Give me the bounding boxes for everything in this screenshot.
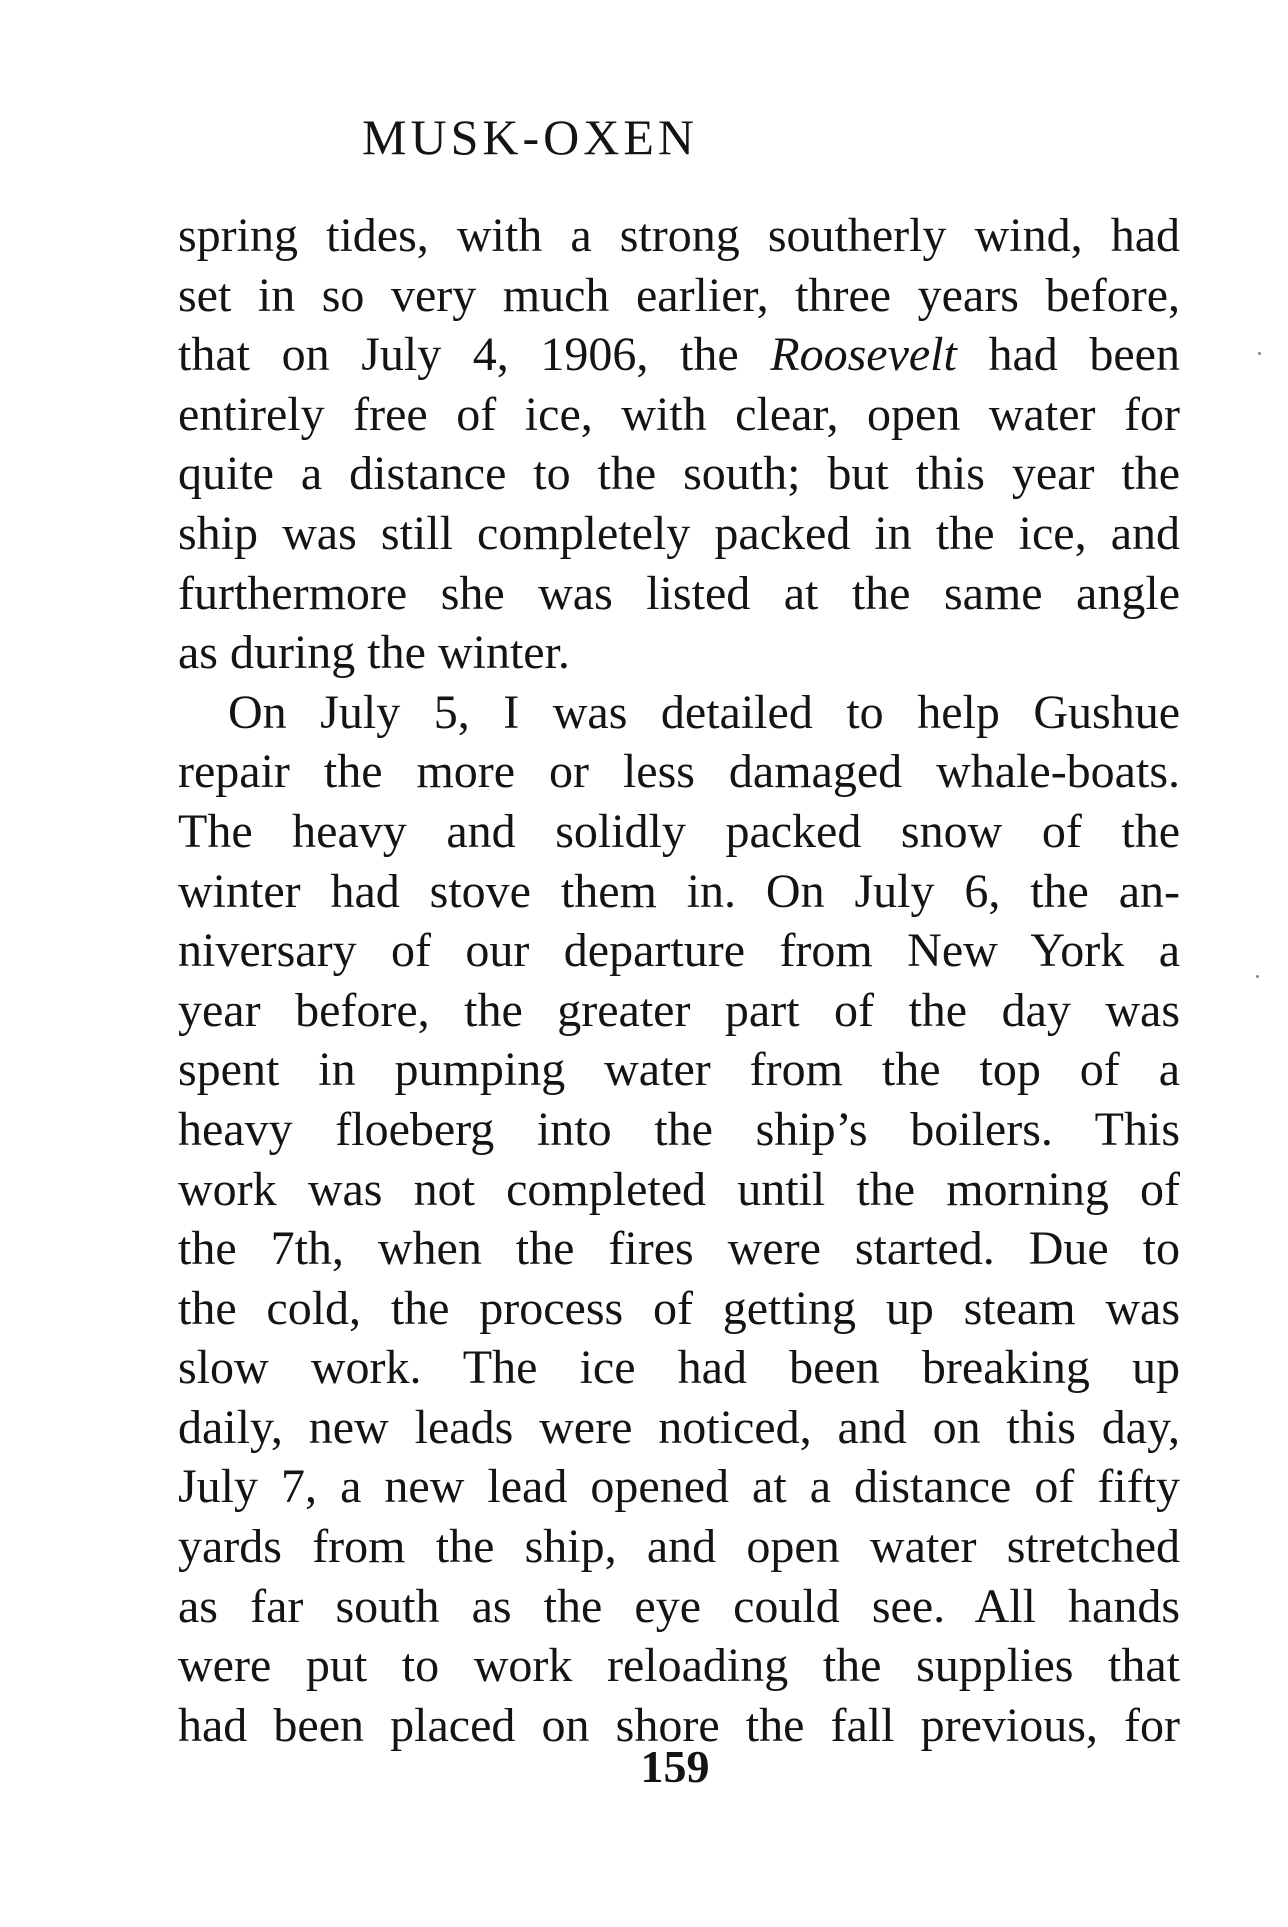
text-line: were put to work reloading the supplies that bbox=[178, 1639, 1180, 1693]
text-line: furthermore she was listed at the same angle bbox=[178, 566, 1180, 620]
ship-name: Roosevelt bbox=[770, 328, 957, 382]
text-line: repair the more or less damaged whale-boats. bbox=[178, 745, 1180, 799]
page-number: 159 bbox=[640, 1741, 710, 1792]
text-line: spent in pumping water from the top of a bbox=[178, 1043, 1180, 1097]
text-line: July 7, a new lead opened at a distance of fifty bbox=[178, 1460, 1180, 1514]
text-line: The heavy and solidly packed snow of the bbox=[178, 804, 1180, 858]
text-line: spring tides, with a strong southerly wind, had bbox=[178, 209, 1180, 262]
paragraph-start-line: On July 5, I was detailed to help Gushue bbox=[228, 685, 1180, 739]
paper-speck bbox=[1258, 352, 1261, 355]
text-line: winter had stove them in. On July 6, the an- bbox=[178, 864, 1180, 918]
text-span: had been bbox=[956, 328, 1180, 382]
text-line: as during the winter. bbox=[178, 626, 570, 680]
text-line: had been placed on shore the fall previous, for bbox=[178, 1698, 1180, 1752]
text-line: the cold, the process of getting up steam was bbox=[178, 1281, 1180, 1335]
text-line: set in so very much earlier, three years before, bbox=[178, 268, 1180, 322]
body-text bbox=[178, 206, 1180, 1755]
text-line: work was not completed until the morning of bbox=[178, 1162, 1180, 1216]
text-line: yards from the ship, and open water stretched bbox=[178, 1520, 1180, 1574]
text-line: slow work. The ice had been breaking up bbox=[178, 1341, 1180, 1395]
text-line: as far south as the eye could see. All hands bbox=[178, 1579, 1180, 1633]
text-line: ship was still completely packed in the ice, and bbox=[178, 506, 1180, 560]
text-line: niversary of our departure from New York a bbox=[178, 924, 1180, 978]
text-line: heavy floeberg into the ship’s boilers. This bbox=[178, 1102, 1180, 1156]
text-line: the 7th, when the fires were started. Due to bbox=[178, 1222, 1180, 1276]
text-line bbox=[178, 325, 1180, 385]
text-line: entirely free of ice, with clear, open water for bbox=[178, 387, 1180, 441]
running-head: MUSK-OXEN bbox=[362, 109, 698, 165]
text-line: year before, the greater part of the day was bbox=[178, 983, 1180, 1037]
text-line: daily, new leads were noticed, and on this day, bbox=[178, 1400, 1180, 1454]
text-span: that on July 4, 1906, the bbox=[178, 328, 771, 382]
text-line: quite a distance to the south; but this year the bbox=[178, 447, 1180, 501]
paper-speck bbox=[1256, 975, 1259, 978]
